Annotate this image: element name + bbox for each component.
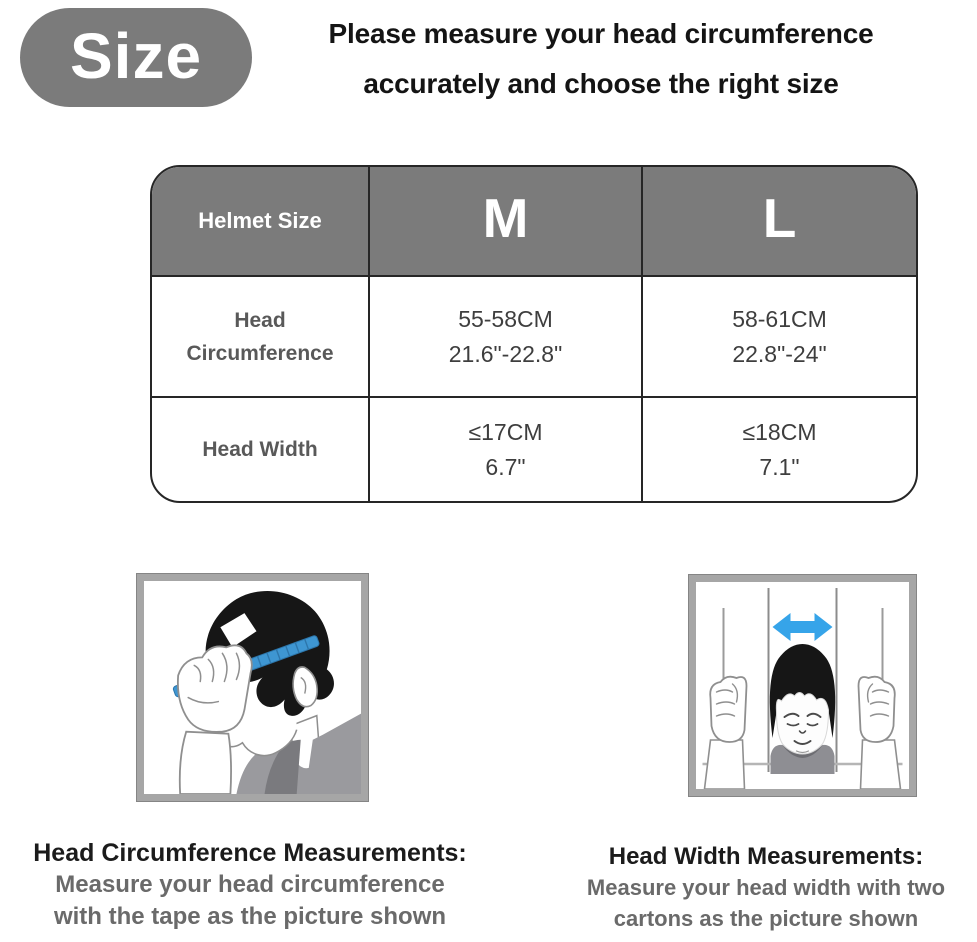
value-inches: 6.7": [485, 453, 526, 480]
caption-title: Head Width Measurements:: [608, 843, 924, 870]
cell-head-width-l: [643, 398, 916, 501]
hands: [178, 645, 252, 732]
value-inches: 22.8"-24": [732, 340, 827, 367]
caption-body-line1: Measure your head width with two: [586, 875, 946, 900]
row-label-head-width: Head Width: [152, 398, 370, 501]
caption-body: [560, 872, 972, 934]
table-header-size-m: M: [370, 167, 643, 277]
head-circumference-illustration: [137, 574, 368, 801]
value-cm: ≤17CM: [468, 418, 543, 445]
caption-body-line1: Measure your head circumference: [55, 871, 445, 898]
cell-head-circumference-m: [370, 277, 643, 398]
head-width-illustration: [689, 575, 916, 796]
page-title-line1: Please measure your head circumference: [328, 18, 874, 49]
right-arm: [861, 740, 901, 789]
table-header-size-l: L: [643, 167, 916, 277]
size-badge: [20, 8, 252, 107]
value-cm: 58-61CM: [732, 305, 827, 332]
left-arm: [705, 740, 745, 789]
cell-head-width-m: [370, 398, 643, 501]
arm: [180, 732, 231, 794]
left-hand: [710, 677, 746, 742]
size-badge-label: Size: [69, 19, 203, 92]
caption-body-line2: with the tape as the picture shown: [53, 903, 447, 930]
page-title: [250, 9, 952, 109]
caption-body: [15, 869, 485, 933]
row-label-head-circumference: Head Circumference: [152, 277, 370, 398]
head-width-drawing: [696, 582, 909, 789]
table-header-helmet-size: Helmet Size: [152, 167, 370, 277]
caption-title: Head Circumference Measurements:: [33, 839, 467, 867]
value-inches: 21.6"-22.8": [448, 340, 563, 367]
size-chart-table: [150, 165, 918, 503]
head-circumference-drawing: [144, 581, 361, 794]
value-cm: ≤18CM: [742, 418, 817, 445]
double-arrow-icon: [773, 613, 833, 641]
value-cm: 55-58CM: [458, 305, 553, 332]
head-circumference-caption: [15, 837, 485, 933]
caption-body-line2: cartons as the picture shown: [613, 906, 919, 931]
page-title-line2: accurately and choose the right size: [363, 68, 839, 99]
right-hand: [859, 677, 895, 742]
cell-head-circumference-l: [643, 277, 916, 398]
value-inches: 7.1": [759, 453, 800, 480]
head-width-caption: [560, 841, 972, 934]
